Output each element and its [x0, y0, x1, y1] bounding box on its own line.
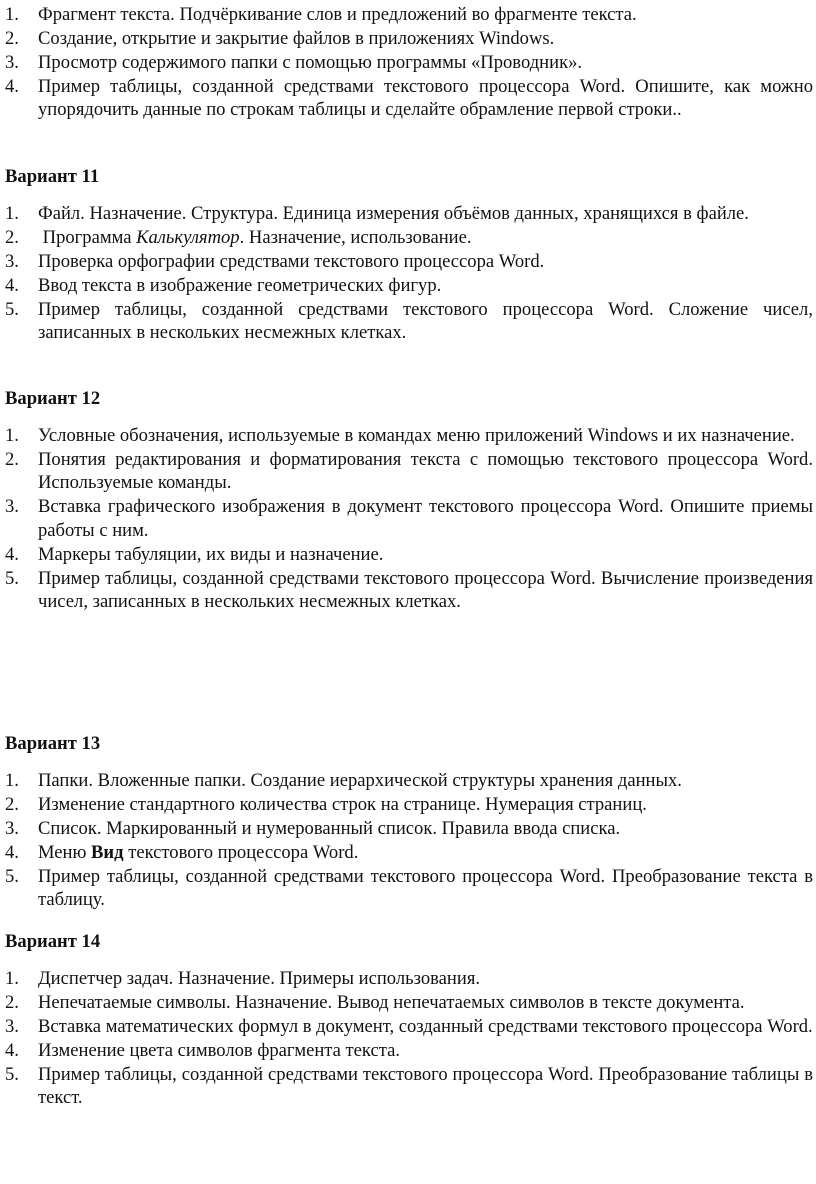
variant-12-block: [5, 424, 813, 614]
variant-11-block: [5, 202, 813, 345]
menu-name: Вид: [91, 842, 124, 863]
list-item: 2 . Изменение стандартного количества строк на странице. Нумерация страниц.: [5, 793, 813, 816]
list-item: 3 . Список. Маркированный и нумерованный список. Правила ввода списка.: [5, 817, 813, 840]
list-item: 4 . Маркеры табуляции, их виды и назначение.: [5, 543, 813, 566]
list-item: 3 . Проверка орфографии средствами текстового процессора Word.: [5, 250, 813, 273]
list-item: 2 . Понятия редактирования и форматирования текста с помощью текстового процессора Word. Используемые команды.: [5, 448, 813, 495]
variant-13-block: [5, 769, 813, 912]
list-item: 5 . Пример таблицы, созданной средствами текстового процессора Word. Преобразование текста в таблицу.: [5, 865, 813, 912]
variant-14-block: [5, 967, 813, 1110]
variant-13-heading: Вариант 13: [5, 733, 101, 754]
variant-12-list: [5, 424, 813, 614]
variant-14-heading: Вариант 14: [5, 931, 101, 952]
list-item: 1 . Диспетчер задач. Назначение. Примеры использования.: [5, 967, 813, 990]
list-item: 3 . Вставка математических формул в документ, созданный средствами текстового процессора Word.: [5, 1015, 813, 1038]
list-item: 5 . Пример таблицы, созданной средствами текстового процессора Word. Сложение чисел, записанных в нескольких несмежных клетках.: [5, 298, 813, 345]
list-item: 1 . Папки. Вложенные папки. Создание иерархической структуры хранения данных.: [5, 769, 813, 792]
variant-12-heading: Вариант 12: [5, 388, 101, 409]
list-item: 4 . Меню Вид текстового процессора Word.: [5, 841, 813, 864]
list-item: 1 . Условные обозначения, используемые в командах меню приложений Windows и их назначение.: [5, 424, 813, 447]
variant-11-list: [5, 202, 813, 345]
list-item: 5 . Пример таблицы, созданной средствами текстового процессора Word. Вычисление произведения чисел, записанных в нескольких несмежных клетках.: [5, 567, 813, 614]
list-item: 4 . Изменение цвета символов фрагмента текста.: [5, 1039, 813, 1062]
list-item: 3 . Просмотр содержимого папки с помощью программы «Проводник».: [5, 51, 813, 74]
program-name: Калькулятор: [136, 227, 240, 248]
list-item: 2 . Непечатаемые символы. Назначение. Вывод непечатаемых символов в тексте документа.: [5, 991, 813, 1014]
list-item: 1 . Файл. Назначение. Структура. Единица измерения объёмов данных, хранящихся в файле.: [5, 202, 813, 225]
list-item: 2 . Программа Калькулятор. Назначение, использование.: [5, 226, 813, 249]
list-item: 5 . Пример таблицы, созданной средствами текстового процессора Word. Преобразование таблицы в текст.: [5, 1063, 813, 1110]
list-item: 1 . Фрагмент текста. Подчёркивание слов и предложений во фрагменте текста.: [5, 3, 813, 26]
variant-14-list: [5, 967, 813, 1110]
list-item: 2 . Создание, открытие и закрытие файлов в приложениях Windows.: [5, 27, 813, 50]
list-item: 4 . Пример таблицы, созданной средствами текстового процессора Word. Опишите, как можно упорядочить данные по строкам таблицы и сделайте обрамление первой строки..: [5, 75, 813, 122]
variant-11-heading: Вариант 11: [5, 166, 100, 187]
top-list: [5, 3, 813, 122]
list-item: 3 . Вставка графического изображения в документ текстового процессора Word. Опишите приемы работы с ним.: [5, 495, 813, 542]
variant-13-list: [5, 769, 813, 912]
list-item: 4 . Ввод текста в изображение геометрических фигур.: [5, 274, 813, 297]
top-list-block: [5, 3, 813, 122]
